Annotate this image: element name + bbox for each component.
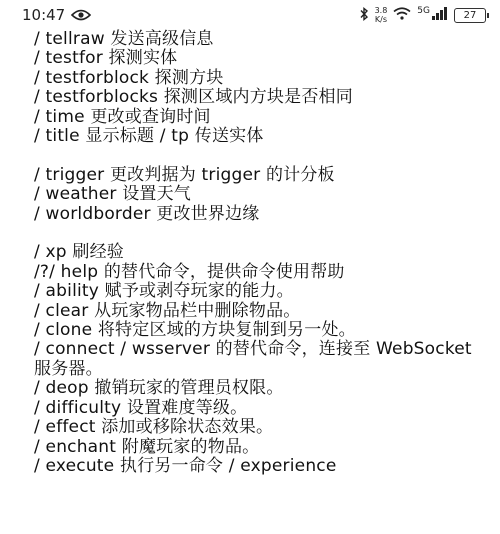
command-line: / clear 从玩家物品栏中删除物品。 xyxy=(34,300,301,321)
blank-line xyxy=(34,224,474,243)
command-line: / xp 刷经验 xyxy=(34,242,124,263)
command-line: / title 显示标题 / tp 传送实体 xyxy=(34,126,264,147)
command-list xyxy=(34,30,474,476)
network-type-label: 5G xyxy=(417,6,430,16)
bluetooth-icon xyxy=(359,7,369,24)
command-line: / enchant 附魔玩家的物品。 xyxy=(34,436,260,457)
wifi-icon xyxy=(393,7,411,23)
signal-icon xyxy=(432,7,448,23)
battery-level: 27 xyxy=(463,9,477,21)
command-line: / ability 赋予或剥夺玩家的能力。 xyxy=(34,281,294,302)
command-line: / difficulty 设置难度等级。 xyxy=(34,397,248,418)
command-line: / worldborder 更改世界边缘 xyxy=(34,203,260,224)
battery-icon xyxy=(454,8,486,23)
command-line: / time 更改或查询时间 xyxy=(34,106,211,127)
network-speed-unit: K/s xyxy=(374,15,387,24)
command-line: / trigger 更改判据为 trigger 的计分板 xyxy=(34,164,335,185)
command-line: / testforblock 探测方块 xyxy=(34,67,224,88)
network-speed xyxy=(375,6,388,24)
command-line: / connect / wsserver 的替代命令，连接至 WebSocket xyxy=(34,339,472,360)
command-line: 服务器。 xyxy=(34,358,103,379)
command-line: / testforblocks 探测区域内方块是否相同 xyxy=(34,87,353,108)
blank-line xyxy=(34,146,474,165)
status-bar xyxy=(0,0,500,30)
status-right xyxy=(359,6,486,24)
command-line: /?/ help 的替代命令，提供命令使用帮助 xyxy=(34,261,345,282)
command-line: / effect 添加或移除状态效果。 xyxy=(34,417,274,438)
status-time: 10:47 xyxy=(22,6,66,24)
command-line: / clone 将特定区域的方块复制到另一处。 xyxy=(34,320,356,341)
status-left xyxy=(22,6,91,24)
command-line: / deop 撤销玩家的管理员权限。 xyxy=(34,378,284,399)
eye-icon xyxy=(71,9,91,21)
command-line: / weather 设置天气 xyxy=(34,184,192,205)
network-speed-value: 3.8 xyxy=(374,6,388,15)
command-line: / testfor 探测实体 xyxy=(34,48,178,69)
command-line: / tellraw 发送高级信息 xyxy=(34,29,214,49)
command-line: / execute 执行另一命令 / experience xyxy=(34,455,337,476)
